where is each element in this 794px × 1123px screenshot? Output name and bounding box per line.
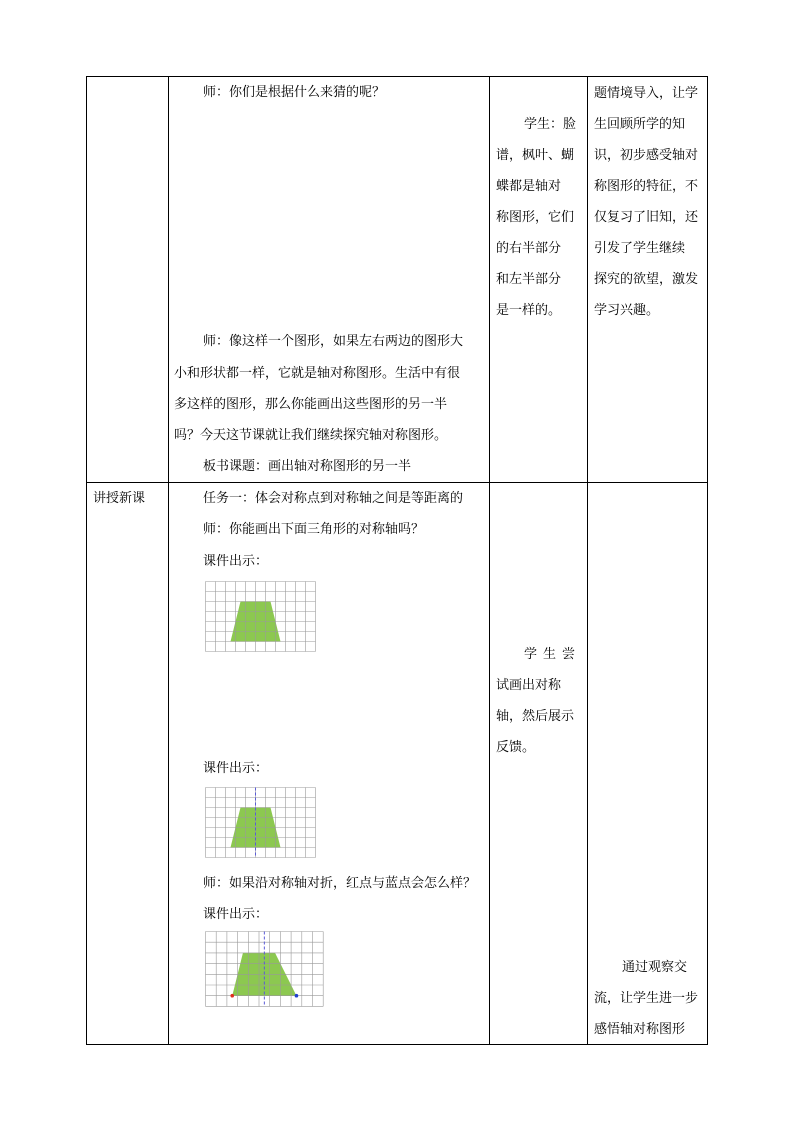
table-border-left [86,76,87,1045]
trapezoid-grid-figure [205,581,316,656]
teacher-question: 师：你们是根据什么来猜的呢？ [203,85,386,100]
courseware-label: 课件出示： [203,554,269,569]
table-col-divider-3 [587,76,588,1045]
task-title: 任务一：体会对称点到对称轴之间是等距离的 [203,491,464,506]
trapezoid-points-grid-figure [205,931,325,1011]
teacher-question: 师：如果沿对称轴对折，红点与蓝点会怎么样？ [203,876,477,891]
table-border-top [86,76,708,77]
section-label: 讲授新课 [93,491,146,506]
document-page: 师：你们是根据什么来猜的呢？ 师：像这样一个图形，如果左右两边的图形大 小和形状都一样，它就是轴对称图形。生活中有很 多这样的图形，那么你能画出这些图形的另一半 吗？今天这节课就让我们继续探究轴对称图形。 板书课题：画出轴对称图形的另一半 学生：脸 谱，枫叶、蝴 蝶都是轴对 称图形，它们 的右半部分 和左半部分 是一样的。 题情境导入，让学 生回顾所学的知 识，初步感受轴对 称图形的特征，不 仅复习了旧知，还 引发了学生继续 探究的欲望，激发 学习兴趣。 讲授新课 任务一：体会对称点到对称轴之间是等距离的 师：你能画出下面三角形的对称轴吗？ 课件出示： 课件出示： 师：如果沿对称轴对折，红点与蓝点会怎么样？ 课件出示： 学生尝 试画出对称 轴，然后展示 反馈。 通过观察交 流，让学生进一步 感悟轴对称图形 [0,0,794,1123]
teacher-paragraph-line: 吗？今天这节课就让我们继续探究轴对称图形。 [174,428,448,443]
table-col-divider-2 [489,76,490,1045]
teacher-question: 师：你能画出下面三角形的对称轴吗？ [203,522,425,537]
teacher-paragraph-line: 小和形状都一样，它就是轴对称图形。生活中有很 [174,366,461,381]
courseware-label: 课件出示： [203,761,269,776]
teacher-paragraph-line: 多这样的图形，那么你能画出这些图形的另一半 [174,397,448,412]
table-row-divider [86,482,708,483]
table-border-right [707,76,708,1045]
table-col-divider-1 [168,76,169,1045]
red-point [230,994,234,998]
teacher-paragraph-line: 师：像这样一个图形，如果左右两边的图形大 [203,334,464,349]
trapezoid-axis-grid-figure [205,787,316,862]
table-border-bottom [86,1044,708,1045]
board-title: 板书课题：画出轴对称图形的另一半 [203,459,412,474]
blue-point [295,994,299,998]
courseware-label: 课件出示： [203,907,269,922]
